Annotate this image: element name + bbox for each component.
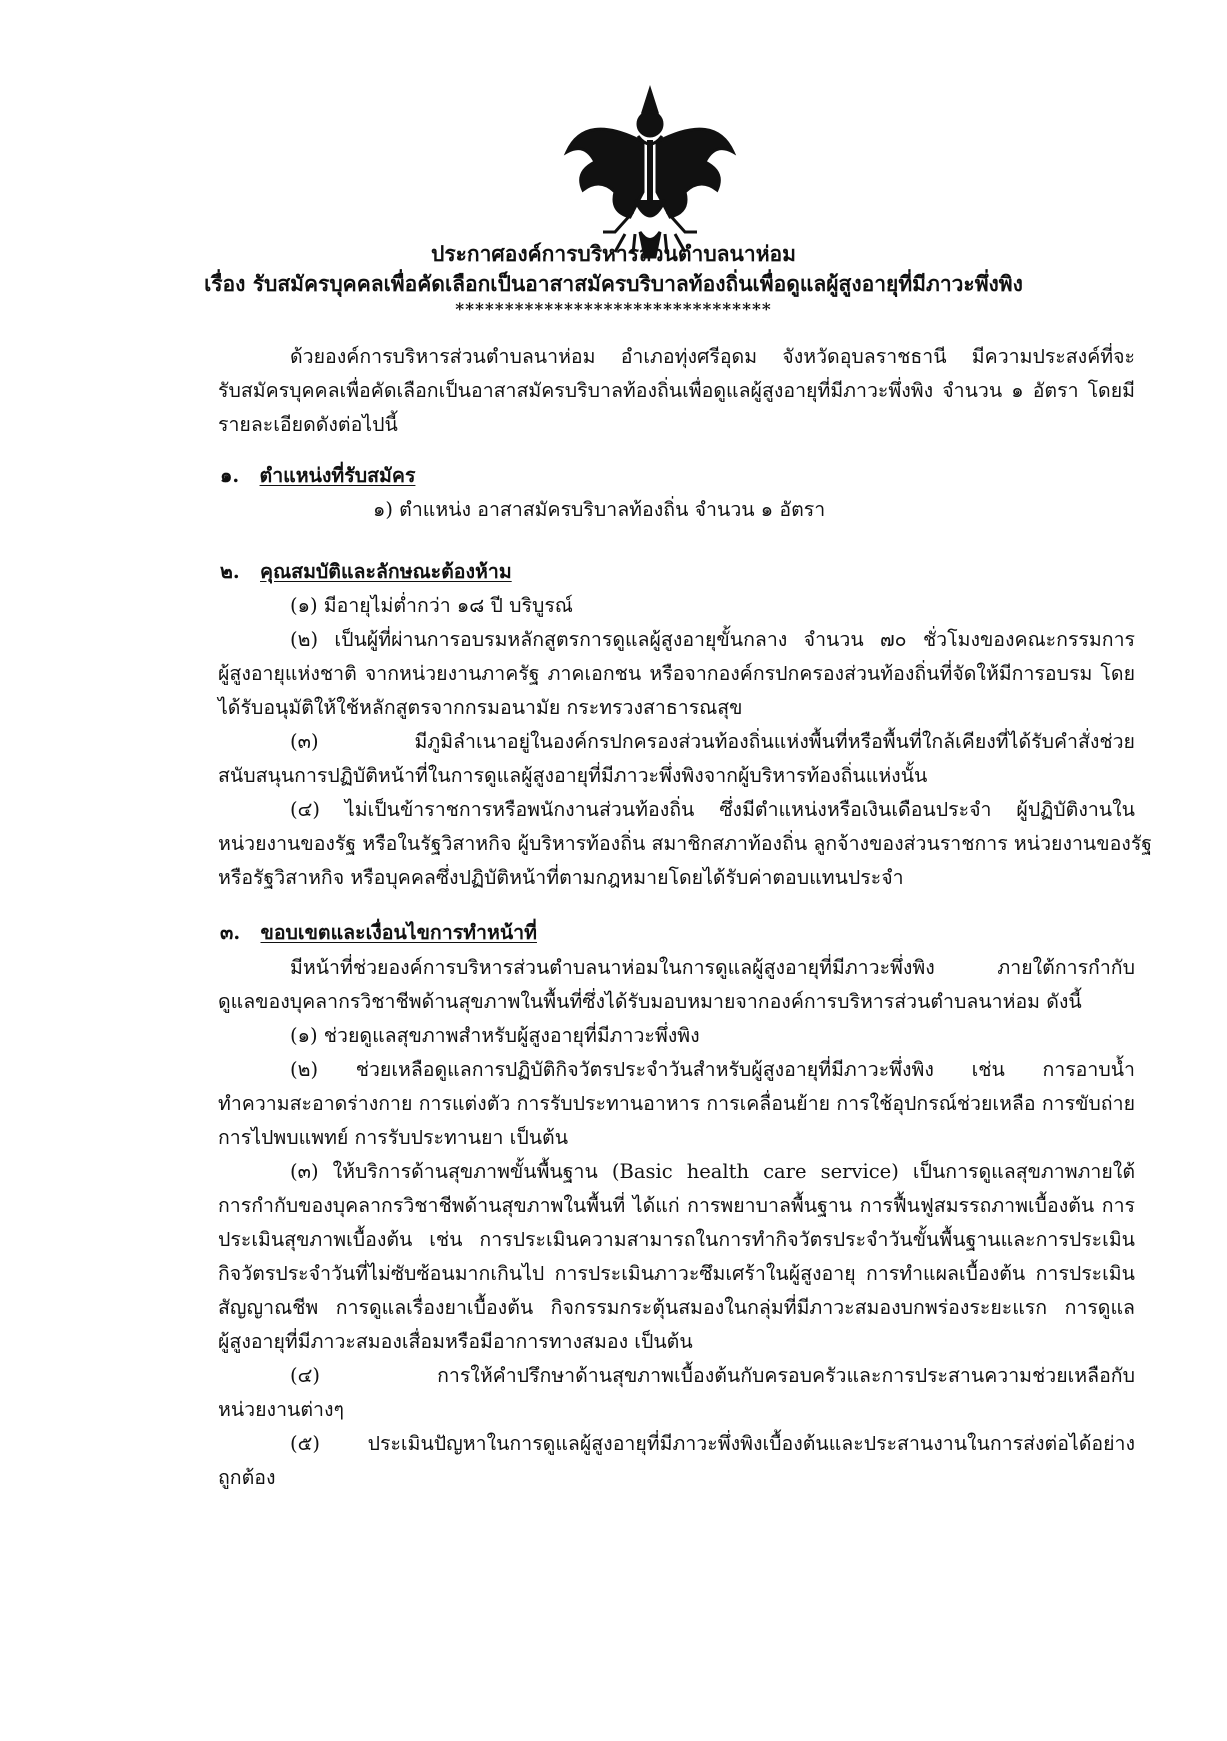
- qualification-line: สนับสนุนการปฏิบัติหน้าที่ในการดูแลผู้สูงอายุที่มีภาวะพึ่งพิงจากผู้บริหารท้องถิ่นแห่งนั้น: [218, 764, 928, 787]
- qualification-line: หน่วยงานของรัฐ หรือในรัฐวิสาหกิจ ผู้บริหารท้องถิ่น สมาชิกสภาท้องถิ่น ลูกจ้างของส่วนราชการ หน่วยงานของรัฐ: [218, 832, 1153, 855]
- duty-line: ประเมินสุขภาพเบื้องต้น เช่น การประเมินความสามารถในการทำกิจวัตรประจำวันขั้นพื้นฐานและการประเมิน: [218, 1228, 1135, 1251]
- section-title: ตำแหน่งที่รับสมัคร: [259, 464, 416, 487]
- duty-line: การไปพบแพทย์ การรับประทานยา เป็นต้น: [218, 1126, 569, 1149]
- duty-line: ผู้สูงอายุที่มีภาวะสมองเสื่อมหรือมีอาการทางสมอง เป็นต้น: [218, 1330, 693, 1353]
- section-number: ๒.: [220, 560, 240, 583]
- qualification-line: (๑) มีอายุไม่ต่ำกว่า ๑๘ ปี บริบูรณ์: [290, 594, 573, 617]
- qualification-line: (๒) เป็นผู้ที่ผ่านการอบรมหลักสูตรการดูแลผู้สูงอายุขั้นกลาง จำนวน ๗๐ ชั่วโมงของคณะกรรมการ: [290, 628, 1135, 651]
- duty-line: (๓) ให้บริการด้านสุขภาพขั้นพื้นฐาน (Basic health care service) เป็นการดูแลสุขภาพภายใต้: [290, 1160, 1135, 1183]
- duty-line: กิจวัตรประจำวันที่ไม่ซับซ้อนมากเกินไป การประเมินภาวะซึมเศร้าในผู้สูงอายุ การทำแผลเบื้องต้น การประเมิน: [218, 1262, 1135, 1285]
- qualification-line: (๓) มีภูมิลำเนาอยู่ในองค์กรปกครองส่วนท้องถิ่นแห่งพื้นที่หรือพื้นที่ใกล้เคียงที่ได้รับคำสั่งช่วย: [290, 730, 1135, 753]
- duty-line: ถูกต้อง: [218, 1466, 276, 1489]
- duty-line: ทำความสะอาดร่างกาย การแต่งตัว การรับประทานอาหาร การเคลื่อนย้าย การใช้อุปกรณ์ช่วยเหลือ การขับถ่าย: [218, 1092, 1135, 1115]
- section-title: คุณสมบัติและลักษณะต้องห้าม: [260, 560, 512, 583]
- duty-line: ดูแลของบุคลากรวิชาชีพด้านสุขภาพในพื้นที่ซึ่งได้รับมอบหมายจากองค์การบริหารส่วนตำบลนาห่อม ดังนี้: [218, 990, 1082, 1013]
- duty-line: หน่วยงานต่างๆ: [218, 1398, 344, 1421]
- intro-line: รับสมัครบุคคลเพื่อคัดเลือกเป็นอาสาสมัครบริบาลท้องถิ่นเพื่อดูแลผู้สูงอายุที่มีภาวะพึ่งพิง จำนวน ๑ อัตรา โดยมี: [218, 379, 1135, 402]
- duty-line: (๔) การให้คำปรึกษาด้านสุขภาพเบื้องต้นกับครอบครัวและการประสานความช่วยเหลือกับ: [290, 1364, 1135, 1387]
- duty-line: มีหน้าที่ช่วยองค์การบริหารส่วนตำบลนาห่อมในการดูแลผู้สูงอายุที่มีภาวะพึ่งพิง ภายใต้การกำกับ: [290, 956, 1135, 979]
- section-number: ๓.: [220, 921, 241, 944]
- duty-line: การกำกับของบุคลากรวิชาชีพด้านสุขภาพในพื้นที่ ได้แก่ การพยาบาลพื้นฐาน การฟื้นฟูสมรรถภาพเบื้องต้น การ: [218, 1194, 1135, 1217]
- duty-line: (๒) ช่วยเหลือดูแลการปฏิบัติกิจวัตรประจำวันสำหรับผู้สูงอายุที่มีภาวะพึ่งพิง เช่น การอาบน้ำ: [290, 1058, 1135, 1081]
- position-item: ๑) ตำแหน่ง อาสาสมัครบริบาลท้องถิ่น จำนวน ๑ อัตรา: [373, 498, 826, 521]
- announcement-subject: เรื่อง รับสมัครบุคคลเพื่อคัดเลือกเป็นอาสาสมัครบริบาลท้องถิ่นเพื่อดูแลผู้สูงอายุที่มีภาวะพึ่งพิง: [204, 271, 1023, 296]
- section-number: ๑.: [220, 464, 240, 487]
- qualification-line: ผู้สูงอายุแห่งชาติ จากหน่วยงานภาครัฐ ภาคเอกชน หรือจากองค์กรปกครองส่วนท้องถิ่นที่จัดให้มีการอบรม โดย: [218, 662, 1135, 685]
- duty-line: สัญญาณชีพ การดูแลเรื่องยาเบื้องต้น กิจกรรมกระตุ้นสมองในกลุ่มที่มีภาวะสมองบกพร่องระยะแรก การดูแล: [218, 1296, 1135, 1319]
- section-2-heading: [220, 559, 512, 585]
- qualification-line: หรือรัฐวิสาหกิจ หรือบุคคลซึ่งปฏิบัติหน้าที่ตามกฎหมายโดยได้รับค่าตอบแทนประจำ: [218, 866, 904, 889]
- section-title: ขอบเขตและเงื่อนไขการทำหน้าที่: [260, 921, 537, 944]
- intro-line: ด้วยองค์การบริหารส่วนตำบลนาห่อม อำเภอทุ่งศรีอุดม จังหวัดอุบลราชธานี มีความประสงค์ที่จะ: [290, 345, 1135, 368]
- duty-line: (๑) ช่วยดูแลสุขภาพสำหรับผู้สูงอายุที่มีภาวะพึ่งพิง: [290, 1024, 700, 1047]
- qualification-line: (๔) ไม่เป็นข้าราชการหรือพนักงานส่วนท้องถิ่น ซึ่งมีตำแหน่งหรือเงินเดือนประจำ ผู้ปฏิบัติงานใน: [290, 798, 1135, 821]
- section-3-heading: [220, 920, 537, 946]
- intro-line: รายละเอียดดังต่อไปนี้: [218, 413, 398, 436]
- section-1-heading: [220, 463, 415, 489]
- duty-line: (๕) ประเมินปัญหาในการดูแลผู้สูงอายุที่มีภาวะพึ่งพิงเบื้องต้นและประสานงานในการส่งต่อได้อย่าง: [290, 1432, 1135, 1455]
- qualification-line: ได้รับอนุมัติให้ใช้หลักสูตรจากกรมอนามัย กระทรวงสาธารณสุข: [218, 696, 743, 719]
- stars-divider: ********************************: [455, 300, 772, 320]
- announcement-title: ประกาศองค์การบริหารส่วนตำบลนาห่อม: [431, 241, 796, 266]
- garuda-emblem-icon: [555, 82, 745, 262]
